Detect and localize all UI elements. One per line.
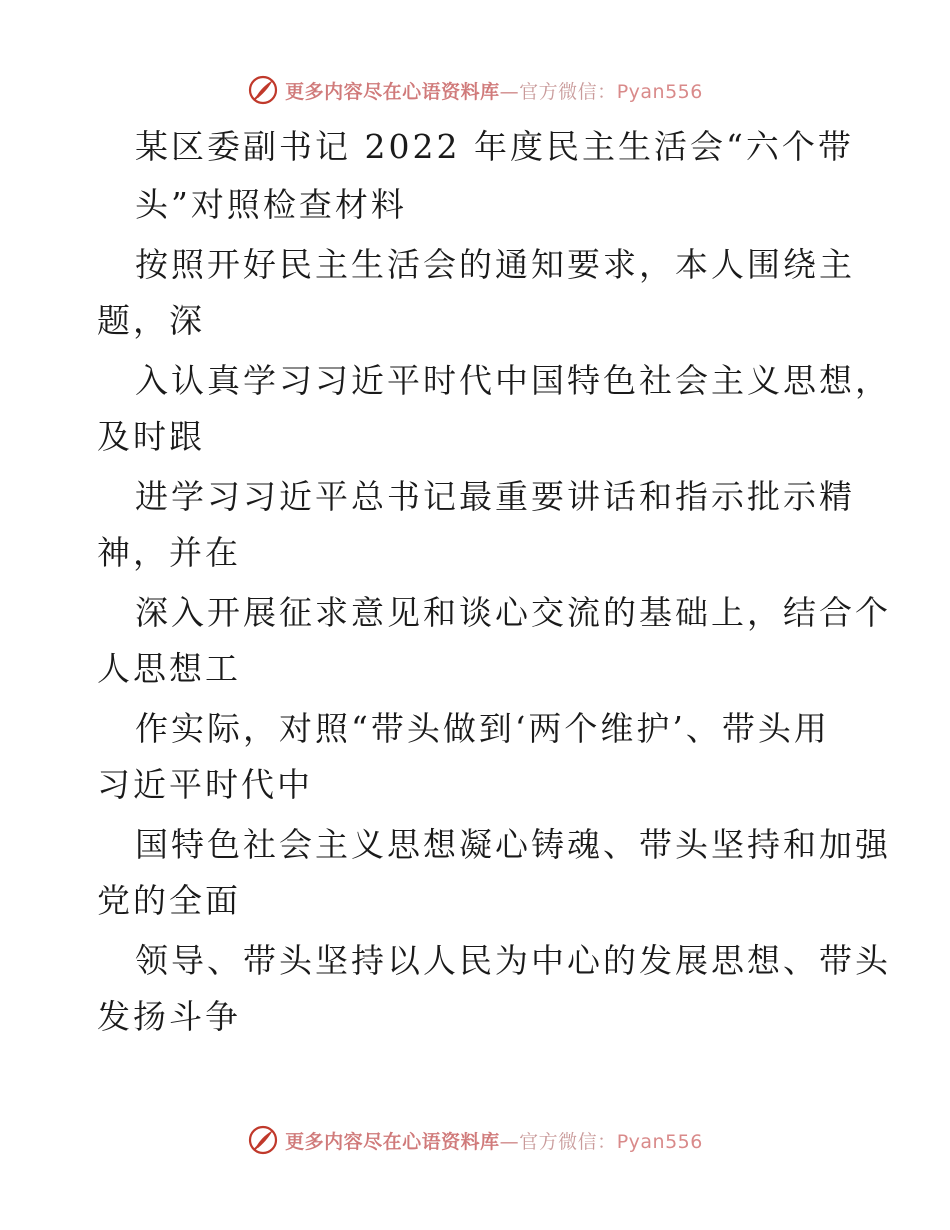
paragraph-line: 神，并在 <box>97 533 241 572</box>
footer-watermark <box>0 1120 950 1160</box>
paragraph-line: 按照开好民主生活会的通知要求，本人围绕主 <box>135 245 855 284</box>
watermark-contact-label: 官方微信： <box>519 80 617 103</box>
paragraph-line: 党的全面 <box>97 881 241 920</box>
title-line-2: 头”对照检查材料 <box>135 185 407 224</box>
watermark-separator: — <box>499 80 520 103</box>
paragraph-line: 习近平时代中 <box>97 765 313 804</box>
watermark-brand: 更多内容尽在心语资料库 <box>285 80 500 103</box>
watermark-contact-id: Pyan556 <box>616 80 703 103</box>
paragraph-line: 题，深 <box>97 301 205 340</box>
quill-logo-icon <box>247 1124 279 1156</box>
title-line-1: 某区委副书记 2022 年度民主生活会“六个带 <box>135 127 854 166</box>
watermark-separator: — <box>499 1130 520 1153</box>
paragraph-line: 进学习习近平总书记最重要讲话和指示批示精 <box>135 477 855 516</box>
paragraph-line: 及时跟 <box>97 417 205 456</box>
watermark-contact-label: 官方微信： <box>519 1130 617 1153</box>
watermark-text <box>285 77 703 104</box>
paragraph-line: 入认真学习习近平时代中国特色社会主义思想， <box>135 361 891 400</box>
paragraph-line: 人思想工 <box>97 649 241 688</box>
header-watermark <box>0 70 950 110</box>
watermark-brand: 更多内容尽在心语资料库 <box>285 1130 500 1153</box>
paragraph-line: 作实际，对照“带头做到‘两个维护’、带头用 <box>135 709 830 748</box>
watermark-text <box>285 1127 703 1154</box>
paragraph-line: 国特色社会主义思想凝心铸魂、带头坚持和加强 <box>135 825 891 864</box>
paragraph-line: 领导、带头坚持以人民为中心的发展思想、带头 <box>135 941 891 980</box>
quill-logo-icon <box>247 74 279 106</box>
paragraph-line: 深入开展征求意见和谈心交流的基础上，结合个 <box>135 593 891 632</box>
paragraph-line: 发扬斗争 <box>97 997 241 1036</box>
watermark-contact-id: Pyan556 <box>616 1130 703 1153</box>
